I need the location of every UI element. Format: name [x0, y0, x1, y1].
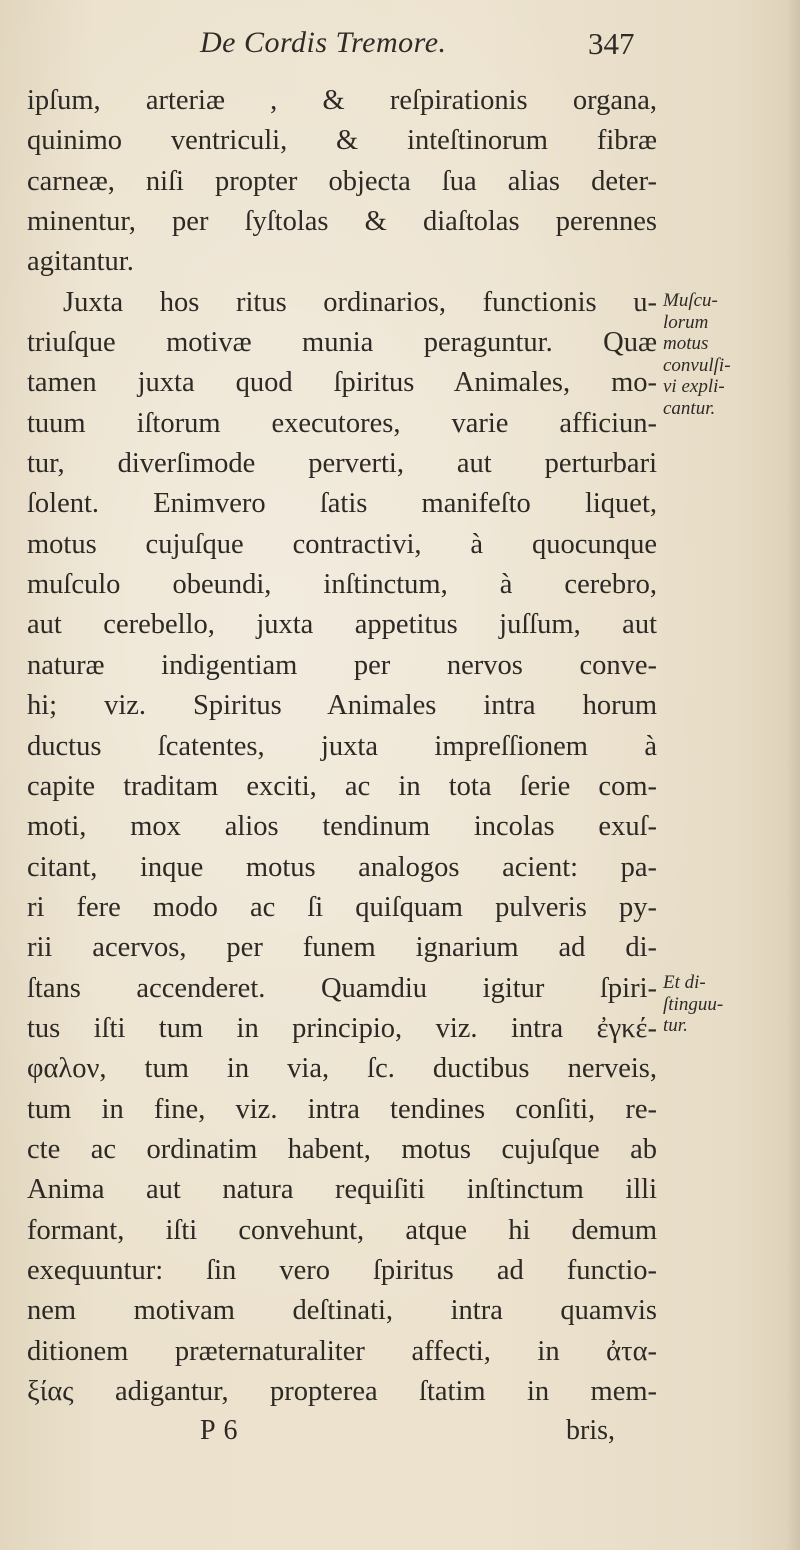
text-line: capite traditam exciti, ac in tota ſerie com-	[27, 770, 657, 802]
text-line: tamen juxta quod ſpiritus Animales, mo-	[27, 367, 657, 399]
text-line: ipſum, arteriæ , & reſpirationis organa,	[27, 85, 657, 116]
text-line: hi; viz. Spiritus Animales intra horum	[27, 690, 657, 722]
text-line: minentur, per ſyſtolas & diaſtolas perennes	[27, 206, 657, 238]
text-line: tuum iſtorum executores, varie afficiun-	[27, 407, 657, 439]
text-line: ξίας adigantur, propterea ſtatim in mem-	[27, 1376, 657, 1407]
margin-note-distinguish	[663, 972, 723, 1037]
text-line: tus iſti tum in principio, viz. intra ἐγκέ-	[27, 1012, 657, 1044]
text-line: formant, iſti convehunt, atque hi demum	[27, 1214, 657, 1246]
margin-note-line: Muſcu-	[663, 290, 718, 311]
catchword: bris,	[566, 1415, 615, 1446]
text-line: ri fere modo ac ſi quiſquam pulveris py-	[27, 891, 657, 923]
margin-note-line: Et di-	[663, 972, 706, 993]
text-line: cte ac ordinatim habent, motus cujuſque ab	[27, 1133, 657, 1165]
margin-note-line: ſtinguu-	[663, 993, 724, 1015]
text-line: agitantur.	[27, 246, 134, 278]
text-line: tum in fine, viz. intra tendines conſiti, re-	[27, 1093, 657, 1125]
text-line: citant, inque motus analogos acient: pa-	[27, 851, 657, 883]
text-line: aut cerebello, juxta appetitus juſſum, aut	[27, 609, 657, 641]
page-edge-shadow	[786, 0, 800, 1550]
margin-note-line: motus	[663, 333, 709, 355]
text-line: nem motivam deſtinati, intra quamvis	[27, 1295, 657, 1327]
text-line: ditionem præternaturaliter affecti, in ἀτα-	[27, 1335, 657, 1367]
margin-note-line: convulſi-	[663, 354, 731, 376]
text-line: Anima aut natura requiſiti inſtinctum illi	[27, 1174, 657, 1206]
page-number: 347	[588, 26, 635, 61]
text-line: triuſque motivæ munia peraguntur. Quæ	[27, 327, 657, 359]
text-line: rii acervos, per funem ignarium ad di-	[27, 932, 657, 964]
text-line: ſtans accenderet. Quamdiu igitur ſpiri-	[27, 972, 657, 1004]
text-line: ſolent. Enimvero ſatis manifeſto liquet,	[27, 488, 657, 520]
text-line: exequuntur: ſin vero ſpiritus ad functio-	[27, 1254, 657, 1286]
text-line: Juxta hos ritus ordinarios, functionis u-	[63, 286, 657, 318]
text-line: muſculo obeundi, inſtinctum, à cerebro,	[27, 569, 657, 601]
margin-note-line: vi expli-	[663, 376, 725, 398]
text-body	[27, 81, 657, 1412]
text-line: motus cujuſque contractivi, à quocunque	[27, 528, 657, 560]
text-line: moti, mox alios tendinum incolas exuſ-	[27, 811, 657, 843]
margin-note-muscle-motion	[663, 290, 731, 420]
text-line: ductus ſcatentes, juxta impreſſionem à	[27, 730, 657, 762]
text-line: tur, diverſimode perverti, aut perturbari	[27, 448, 657, 480]
text-line: quinimo ventriculi, & inteſtinorum fibræ	[27, 125, 657, 157]
running-head: De Cordis Tremore.	[200, 26, 447, 59]
text-line: φαλον, tum in via, ſc. ductibus nerveis,	[27, 1053, 657, 1085]
text-line: carneæ, niſi propter objecta ſua alias deter-	[27, 165, 657, 197]
text-line: naturæ indigentiam per nervos conve-	[27, 649, 657, 681]
margin-note-line: cantur.	[663, 397, 716, 419]
margin-note-line: tur.	[663, 1015, 688, 1037]
signature-mark: P 6	[200, 1415, 239, 1446]
margin-note-line: lorum	[663, 311, 709, 333]
